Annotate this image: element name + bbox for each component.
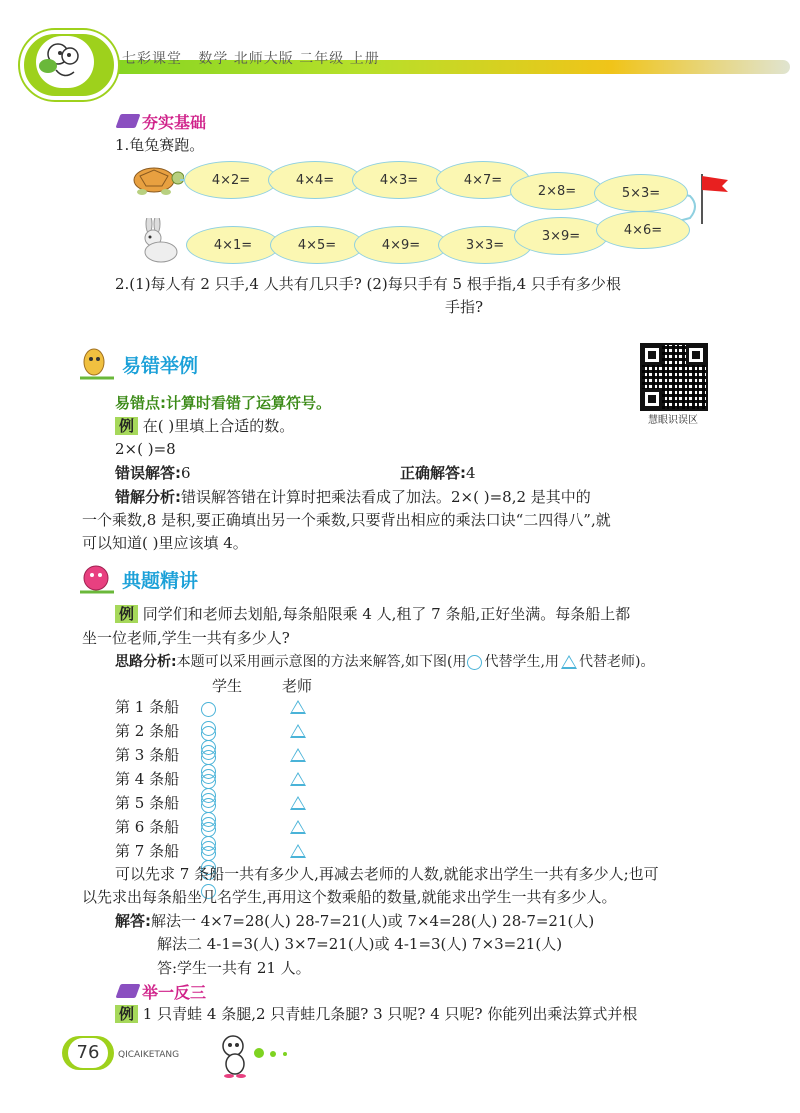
boat-label: 第 5 条船 — [115, 794, 180, 812]
rabbit-race-cell — [270, 226, 364, 264]
section-title-practice: 举一反三 — [142, 983, 207, 1002]
boat-row — [115, 816, 179, 840]
analysis-line2: 一个乘数,8 是积,要正确填出另一个乘数,只要背出相应的乘法口诀“二四得八”,就 — [82, 511, 611, 529]
footer-mascot-icon — [215, 1032, 255, 1082]
expr: 3×3= — [465, 237, 505, 253]
header-text — [122, 48, 380, 68]
example-text: 在( )里填上合适的数。 — [142, 417, 295, 435]
footer-dot — [283, 1052, 287, 1056]
boat-row — [115, 720, 179, 744]
qr-corner — [686, 345, 706, 365]
analysis-label: 错解分析: — [115, 488, 181, 506]
triangle-icon — [561, 655, 577, 669]
expr: 5×3= — [621, 185, 661, 201]
expr: 3×9= — [541, 228, 581, 244]
pen-icon — [115, 114, 140, 128]
boat-label: 第 1 条船 — [115, 698, 180, 716]
explanation-line2: 以先求出每条船坐几名学生,再用这个数乘船的数量,就能求出学生一共有多少人。 — [82, 888, 617, 906]
example-tag: 例 — [115, 605, 138, 623]
example-question-line2: 坐一位老师,学生一共有多少人? — [82, 629, 290, 647]
expr: 4×5= — [297, 237, 337, 253]
right-answer-value: 4 — [466, 464, 476, 482]
boat-label: 第 2 条船 — [115, 722, 180, 740]
boat-row — [115, 696, 179, 720]
question-1: 1.龟兔赛跑。 — [115, 136, 205, 154]
example-tag: 例 — [115, 1005, 138, 1023]
series-name: 七彩课堂 — [122, 51, 182, 67]
boat-label: 第 3 条船 — [115, 746, 180, 764]
column-students: 学生 — [212, 677, 243, 695]
analysis-line1: 错误解答错在计算时把乘法看成了加法。2×( )=8,2 是其中的 — [181, 488, 591, 506]
subject-name: 数学 北师大版 二年级 上册 — [198, 51, 380, 67]
turtle-race-cell — [510, 172, 604, 210]
finish-flag-icon — [696, 172, 730, 230]
boat-label: 第 4 条船 — [115, 770, 180, 788]
footer-dot — [254, 1048, 264, 1058]
practice-text: 1 只青蛙 4 条腿,2 只青蛙几条腿? 3 只呢? 4 只呢? 你能列出乘法算式并根 — [142, 1005, 638, 1023]
turtle-race-cell — [268, 161, 362, 199]
pen-icon — [115, 984, 140, 998]
expr: 4×9= — [381, 237, 421, 253]
example-question-line1: 同学们和老师去划船,每条船限乘 4 人,租了 7 条船,正好坐满。每条船上都 — [142, 605, 631, 623]
question-2-line1: 2.(1)每人有 2 只手,4 人共有几只手? (2)每只手有 5 根手指,4 只手有多少根 — [115, 275, 621, 293]
qr-corner — [642, 345, 662, 365]
method-2: 解法二 4-1=3(人) 3×7=21(人)或 4-1=3(人) 7×3=21(人) — [157, 935, 563, 953]
section-title-examples: 典题精讲 — [122, 570, 199, 592]
expr: 2×8= — [537, 183, 577, 199]
boat-label: 第 6 条船 — [115, 818, 180, 836]
answer-label: 解答: — [115, 912, 151, 930]
typical-mascot-icon — [78, 562, 116, 600]
boat-diagram — [115, 696, 179, 864]
wrong-answer-label: 错误解答: — [115, 464, 181, 482]
example-equation: 2×( )=8 — [115, 440, 176, 458]
think-text-a: 本题可以采用画示意图的方法来解答,如下图(用 — [176, 654, 467, 670]
expr: 4×1= — [213, 237, 253, 253]
expr: 4×4= — [295, 172, 335, 188]
final-answer: 答:学生一共有 21 人。 — [157, 959, 311, 977]
section-title-basics: 夯实基础 — [142, 113, 207, 132]
expr: 4×6= — [623, 222, 663, 238]
rabbit-race-cell — [514, 217, 608, 255]
boat-label: 第 7 条船 — [115, 842, 180, 860]
expr: 4×7= — [463, 172, 503, 188]
rabbit-race-cell — [354, 226, 448, 264]
method-1: 解法一 4×7=28(人) 28-7=21(人)或 7×4=28(人) 28-7=21(人) — [151, 912, 595, 930]
rabbit-race-cell — [596, 211, 690, 249]
think-label: 思路分析: — [115, 654, 177, 670]
rabbit-icon — [133, 218, 183, 268]
expr: 4×3= — [379, 172, 419, 188]
think-text-c: 代替老师)。 — [578, 654, 655, 670]
rabbit-race-cell — [186, 226, 280, 264]
column-teacher: 老师 — [282, 677, 313, 695]
right-answer-label: 正确解答: — [400, 464, 466, 482]
turtle-icon — [128, 162, 184, 200]
boat-row — [115, 840, 179, 864]
footer-brand: QICAIKETANG — [118, 1050, 180, 1060]
qr-caption: 慧眼识误区 — [648, 415, 698, 426]
question-2-line2: 手指? — [445, 298, 484, 316]
turtle-race-cell — [184, 161, 278, 199]
analysis-line3: 可以知道( )里应该填 4。 — [82, 534, 248, 552]
wrong-answer-value: 6 — [181, 464, 191, 482]
circle-icon — [467, 655, 482, 670]
error-mascot-icon — [78, 346, 116, 386]
turtle-race-cell — [594, 174, 688, 212]
error-point: 易错点:计算时看错了运算符号。 — [115, 394, 332, 412]
expr: 4×2= — [211, 172, 251, 188]
mascot-icon — [36, 36, 94, 88]
footer-dot — [270, 1051, 276, 1057]
qr-corner — [642, 389, 662, 409]
explanation-line1: 可以先求 7 条船一共有多少人,再减去老师的人数,就能求出学生一共有多少人;也可 — [115, 865, 659, 883]
example-tag: 例 — [115, 417, 138, 435]
boat-row — [115, 744, 179, 768]
page-number: 76 — [68, 1038, 108, 1068]
section-title-errors: 易错举例 — [122, 355, 199, 377]
turtle-race-cell — [352, 161, 446, 199]
boat-row — [115, 792, 179, 816]
boat-row — [115, 768, 179, 792]
think-text-b: 代替学生,用 — [484, 654, 559, 670]
